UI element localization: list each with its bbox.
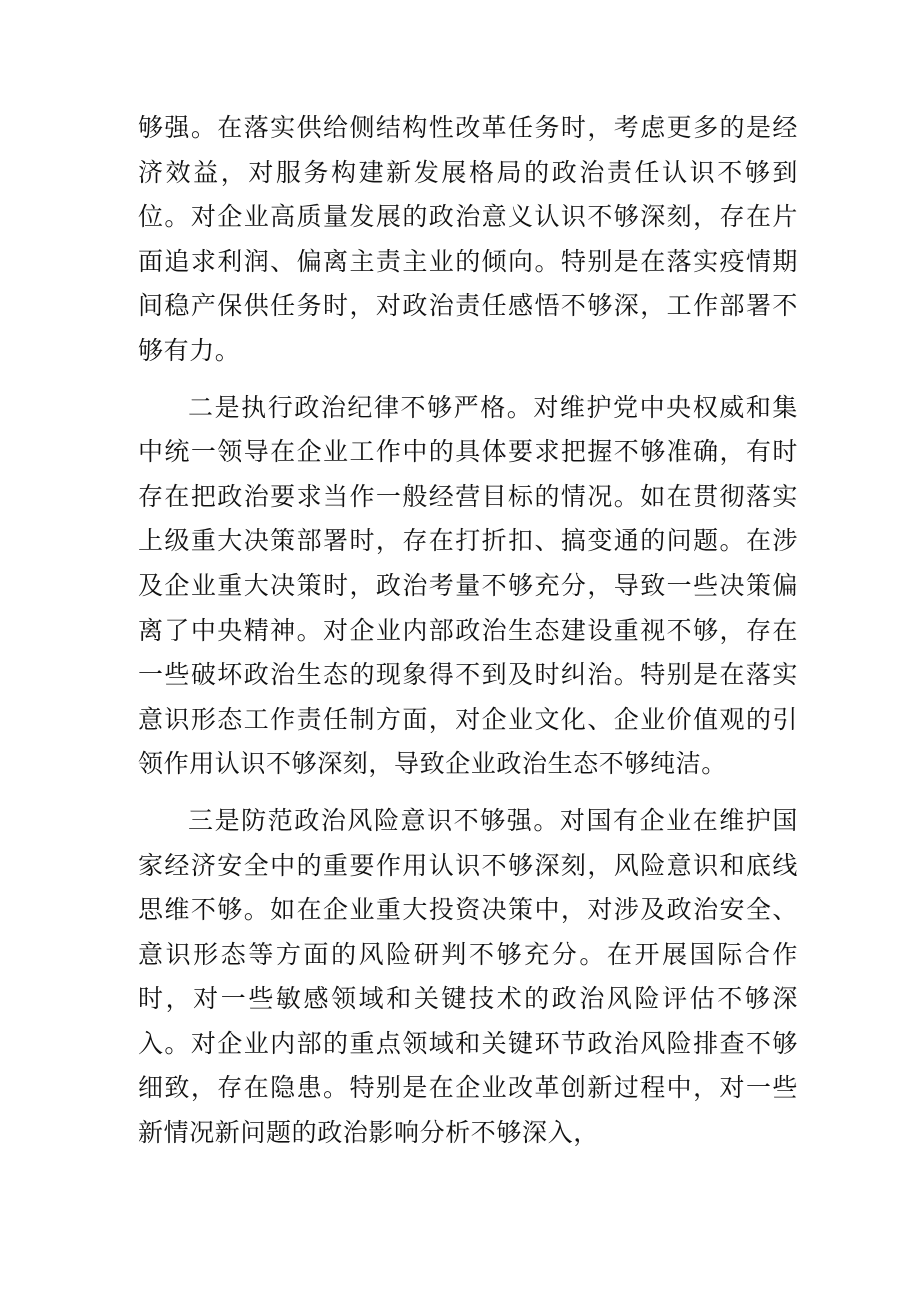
document-body	[138, 106, 798, 1156]
paragraph-political-discipline: 二是执行政治纪律不够严格。对维护党中央权威和集中统一领导在企业工作中的具体要求把握不够准确，有时存在把政治要求当作一般经营目标的情况。如在贯彻落实上级重大决策部署时，存在打折扣、搞变通的问题。在涉及企业重大决策时，政治考量不够充分，导致一些决策偏离了中央精神。对企业内部政治生态建设重视不够，存在一些破坏政治生态的现象得不到及时纠治。特别是在落实意识形态工作责任制方面，对企业文化、企业价值观的引领作用认识不够深刻，导致企业政治生态不够纯洁。	[138, 392, 798, 779]
paragraph-political-risk: 三是防范政治风险意识不够强。对国有企业在维护国家经济安全中的重要作用认识不够深刻，风险意识和底线思维不够。如在企业重大投资决策中，对涉及政治安全、意识形态等方面的风险研判不够充分。在开展国际合作时，对一些敏感领域和关键技术的政治风险评估不够深入。对企业内部的重点领域和关键环节政治风险排查不够细致，存在隐患。特别是在企业改革创新过程中，对一些新情况新问题的政治影响分析不够深入，	[138, 805, 798, 1148]
paragraph-continuation: 够强。在落实供给侧结构性改革任务时，考虑更多的是经济效益，对服务构建新发展格局的政治责任认识不够到位。对企业高质量发展的政治意义认识不够深刻，存在片面追求利润、偏离主责主业的倾向。特别是在落实疫情期间稳产保供任务时，对政治责任感悟不够深，工作部署不够有力。	[138, 113, 798, 365]
